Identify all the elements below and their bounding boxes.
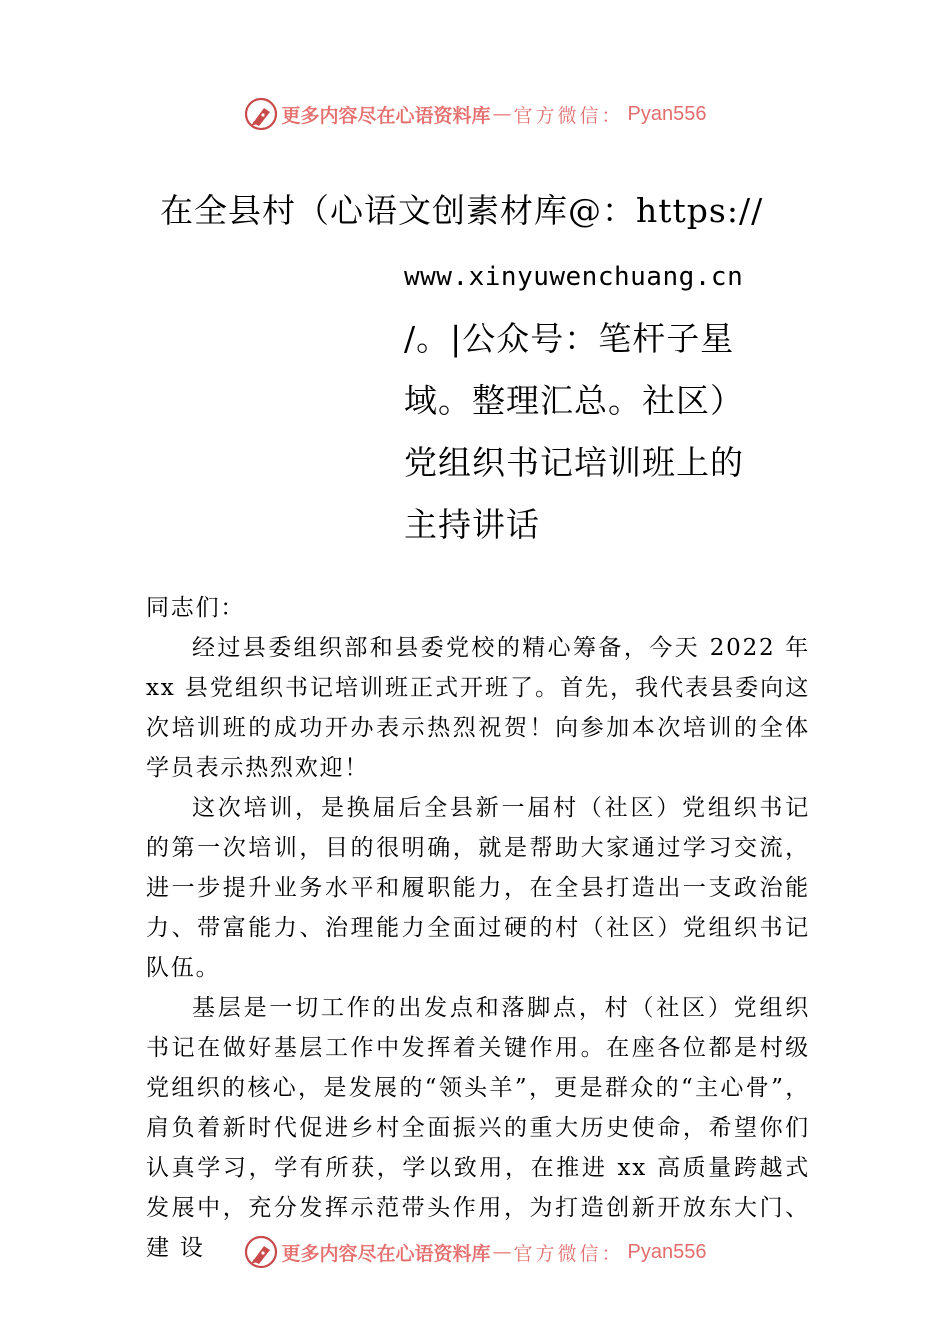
pen-nib-logo-icon [244,1235,278,1269]
body-paragraph-3: 基层是一切工作的出发点和落脚点，村（社区）党组织书记在做好基层工作中发挥着关键作用。在座各位都是村级党组织的核心，是发展的“领头羊”，更是群众的“主心骨”，肩负着新时代促进乡村全面振兴的重大历史使命，希望你们认真学习，学有所获，学以致用，在推进 xx 高质量跨越式发展中，充分发挥示范带头作用，为打造创新开放东大门、建 设 [146,995,810,1261]
pen-nib-logo-icon [244,97,278,131]
greeting: 同志们： [146,595,246,621]
banner-brand-text: 更多内容尽在心语资料库 [281,1242,491,1265]
banner-wechat-id: Pyan556 [627,1240,707,1263]
document-title-line-3: /。|公众号：笔杆子星 [404,319,735,358]
banner-brand-text: 更多内容尽在心语资料库 [281,104,491,127]
document-body [146,588,810,1268]
header-banner [0,94,950,134]
document-title-line-2: www.xinyuwenchuang.cn [404,262,744,292]
body-paragraph-2: 这次培训，是换届后全县新一届村（社区）党组织书记的第一次培训，目的很明确，就是帮助大家通过学习交流， 进一步提升业务水平和履职能力，在全县打造出一支政治能力、带富能力、治理能力全面过硬的村（社区）党组织书记队伍。 [146,795,810,981]
banner-separator: — [492,103,512,125]
document-title-line-4: 域。整理汇总。社区） [404,381,744,420]
document-title-block [404,246,804,556]
body-paragraph-1: 经过县委组织部和县委党校的精心筹备，今天 2022 年 xx 县党组织书记培训班正式开班了。首先，我代表县委向这次培训班的成功开办表示热烈祝贺！向参加本次培训的全体学员表示热烈欢迎！ [146,635,810,781]
banner-wechat-id: Pyan556 [627,102,707,125]
banner-wechat-label: 官方微信： [513,1242,624,1265]
document-title-line-1: 在全县村（心语文创素材库@：https:// [160,191,764,230]
document-title-line-5: 党组织书记培训班上的 [404,443,744,482]
banner-separator: — [492,1241,512,1263]
document-title-line-6: 主持讲话 [404,505,540,544]
footer-banner [0,1232,950,1272]
banner-wechat-label: 官方微信： [513,104,624,127]
